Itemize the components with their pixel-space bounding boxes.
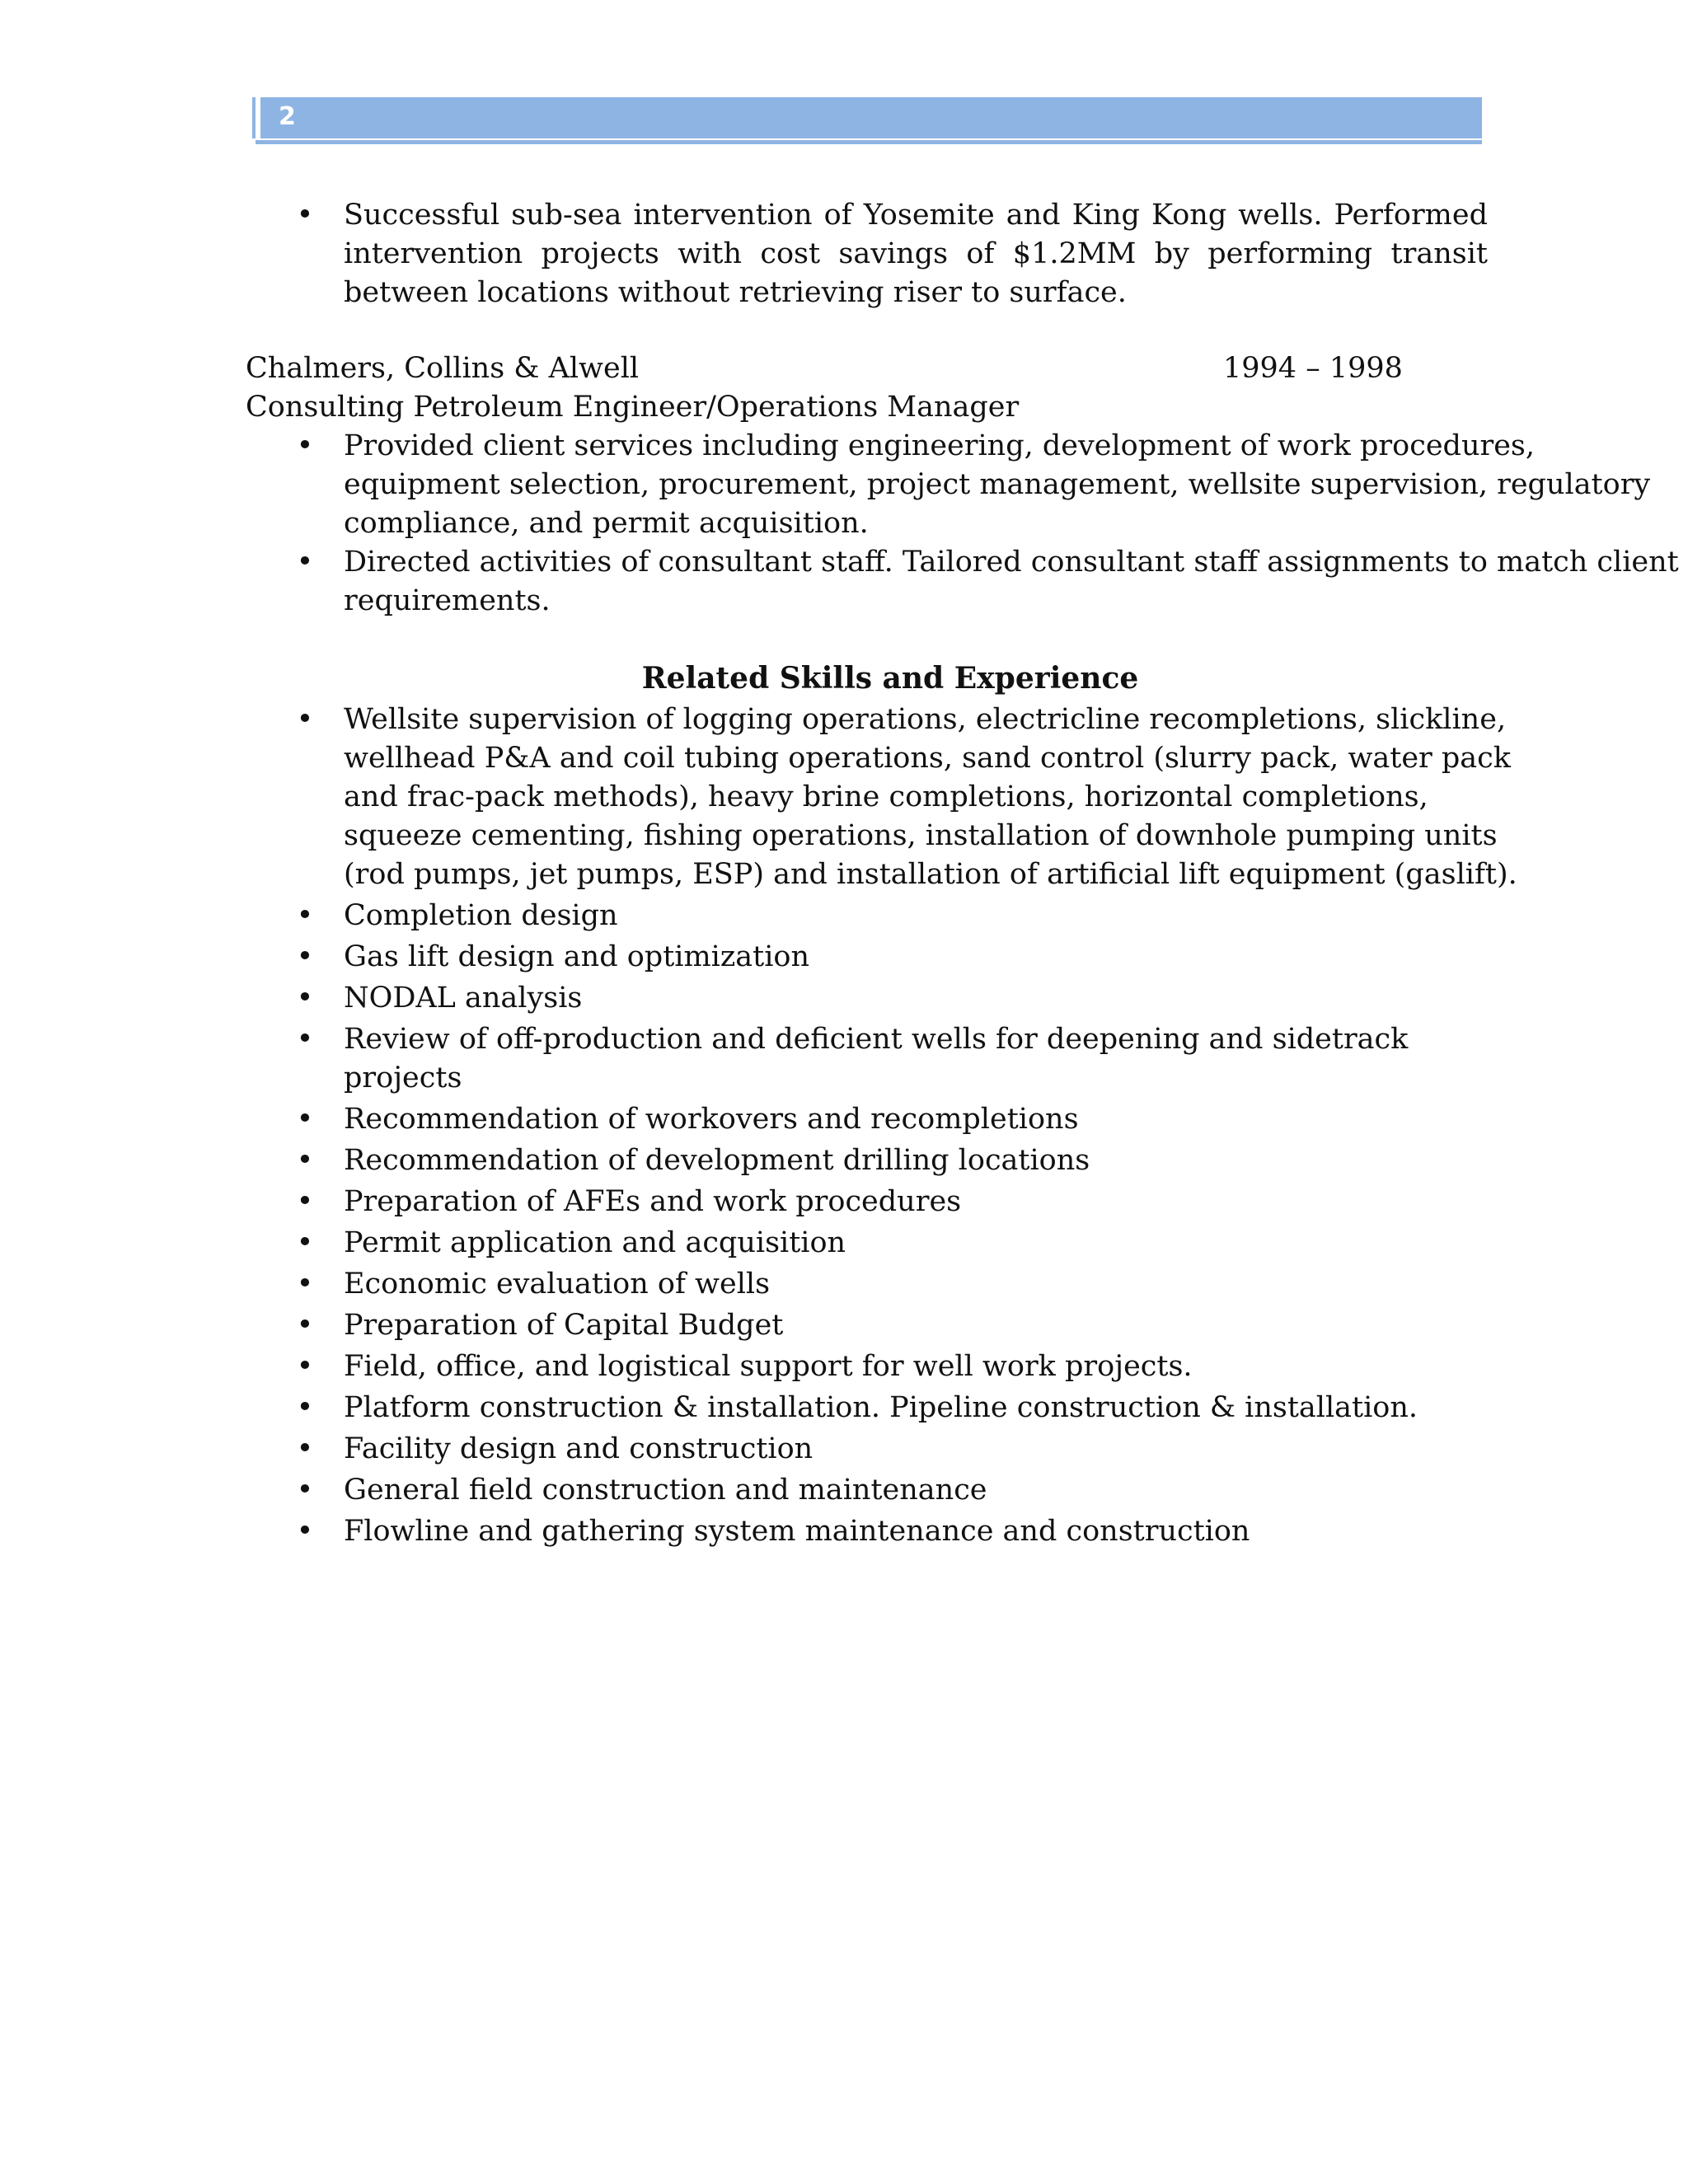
list-item xyxy=(293,1430,1517,1469)
list-item xyxy=(293,1512,1517,1551)
bullet-line: Gas lift design and optimization xyxy=(344,940,810,973)
bullet-line: intervention projects with cost savings of $1.2MM by performing transit xyxy=(344,237,1488,270)
bullet-icon: • xyxy=(296,1268,314,1301)
intro-bullet-list xyxy=(293,196,1488,312)
bullet-line: equipment selection, procurement, project management, wellsite supervision, regulatory xyxy=(344,468,1651,501)
bullet-icon: • xyxy=(296,429,314,462)
bullet-line: General field construction and maintenance xyxy=(344,1474,987,1507)
list-item xyxy=(293,196,1488,312)
bullet-line: compliance, and permit acquisition. xyxy=(344,507,869,540)
list-item xyxy=(293,1020,1517,1098)
page-header-bar xyxy=(256,97,1482,138)
list-item xyxy=(293,1347,1517,1386)
job-bullet-list xyxy=(293,427,1679,621)
bullet-line: projects xyxy=(344,1062,462,1094)
bullet-icon: • xyxy=(296,1515,314,1548)
bullet-line: and frac-pack methods), heavy brine completions, horizontal completions, xyxy=(344,780,1428,813)
bullet-line: Platform construction & installation. Pipeline construction & installation. xyxy=(344,1391,1418,1424)
bullet-line: Flowline and gathering system maintenance and construction xyxy=(344,1515,1250,1548)
bullet-line: Preparation of AFEs and work procedures xyxy=(344,1185,962,1218)
bullet-icon: • xyxy=(296,1391,314,1424)
list-item xyxy=(293,897,1517,935)
list-item xyxy=(293,1100,1517,1139)
bullet-icon: • xyxy=(296,1023,314,1056)
bullet-icon: • xyxy=(296,1103,314,1136)
bullet-line: between locations without retrieving riser to surface. xyxy=(344,276,1127,309)
bullet-line: Permit application and acquisition xyxy=(344,1226,846,1259)
employment-dates: 1994 – 1998 xyxy=(1223,352,1403,385)
bullet-line: Directed activities of consultant staff. Tailored consultant staff assignments to match client xyxy=(344,546,1679,579)
bullet-line: requirements. xyxy=(344,584,551,617)
bullet-icon: • xyxy=(296,982,314,1015)
list-item xyxy=(293,1389,1517,1427)
page-number: 2 xyxy=(279,102,296,131)
bullet-icon: • xyxy=(296,1350,314,1383)
bullet-icon: • xyxy=(296,899,314,932)
bullet-line: squeeze cementing, fishing operations, installation of downhole pumping units xyxy=(344,819,1498,852)
bullet-icon: • xyxy=(296,199,314,232)
header-rule xyxy=(256,140,1482,144)
bullet-line: Review of off-production and deficient wells for deepening and sidetrack xyxy=(344,1023,1409,1056)
bullet-line: (rod pumps, jet pumps, ESP) and installation of artificial lift equipment (gaslift). xyxy=(344,858,1517,891)
skills-bullet-list xyxy=(293,701,1517,1551)
list-item xyxy=(293,543,1679,621)
list-item xyxy=(293,1306,1517,1345)
bullet-line: Economic evaluation of wells xyxy=(344,1268,771,1301)
bullet-line: Completion design xyxy=(344,899,618,932)
bullet-icon: • xyxy=(296,1432,314,1465)
bullet-line: Preparation of Capital Budget xyxy=(344,1309,784,1342)
bullet-icon: • xyxy=(296,546,314,579)
list-item xyxy=(293,1224,1517,1263)
list-item xyxy=(293,427,1679,543)
list-item xyxy=(293,979,1517,1018)
bullet-line: Wellsite supervision of logging operations, electricline recompletions, slickline, xyxy=(344,703,1507,736)
bullet-line: Field, office, and logistical support for well work projects. xyxy=(344,1350,1193,1383)
bullet-icon: • xyxy=(296,1185,314,1218)
job-title: Consulting Petroleum Engineer/Operations Manager xyxy=(246,391,1020,424)
list-item xyxy=(293,1183,1517,1221)
list-item xyxy=(293,701,1517,894)
bullet-icon: • xyxy=(296,1309,314,1342)
list-item xyxy=(293,1471,1517,1510)
section-heading: Related Skills and Experience xyxy=(641,661,1139,696)
bullet-line: Recommendation of development drilling locations xyxy=(344,1144,1090,1177)
list-item xyxy=(293,938,1517,977)
bullet-icon: • xyxy=(296,1474,314,1507)
list-item xyxy=(293,1265,1517,1304)
bullet-line: Successful sub-sea intervention of Yosemite and King Kong wells. Performed xyxy=(344,199,1488,232)
bullet-line: Provided client services including engineering, development of work procedures, xyxy=(344,429,1536,462)
bullet-line: Recommendation of workovers and recompletions xyxy=(344,1103,1079,1136)
employer-name: Chalmers, Collins & Alwell xyxy=(246,352,640,385)
bullet-icon: • xyxy=(296,940,314,973)
list-item xyxy=(293,1141,1517,1180)
bullet-icon: • xyxy=(296,1226,314,1259)
bullet-line: Facility design and construction xyxy=(344,1432,814,1465)
bullet-line: wellhead P&A and coil tubing operations, sand control (slurry pack, water pack xyxy=(344,742,1511,775)
bullet-icon: • xyxy=(296,703,314,736)
bullet-line: NODAL analysis xyxy=(344,982,583,1015)
bullet-icon: • xyxy=(296,1144,314,1177)
